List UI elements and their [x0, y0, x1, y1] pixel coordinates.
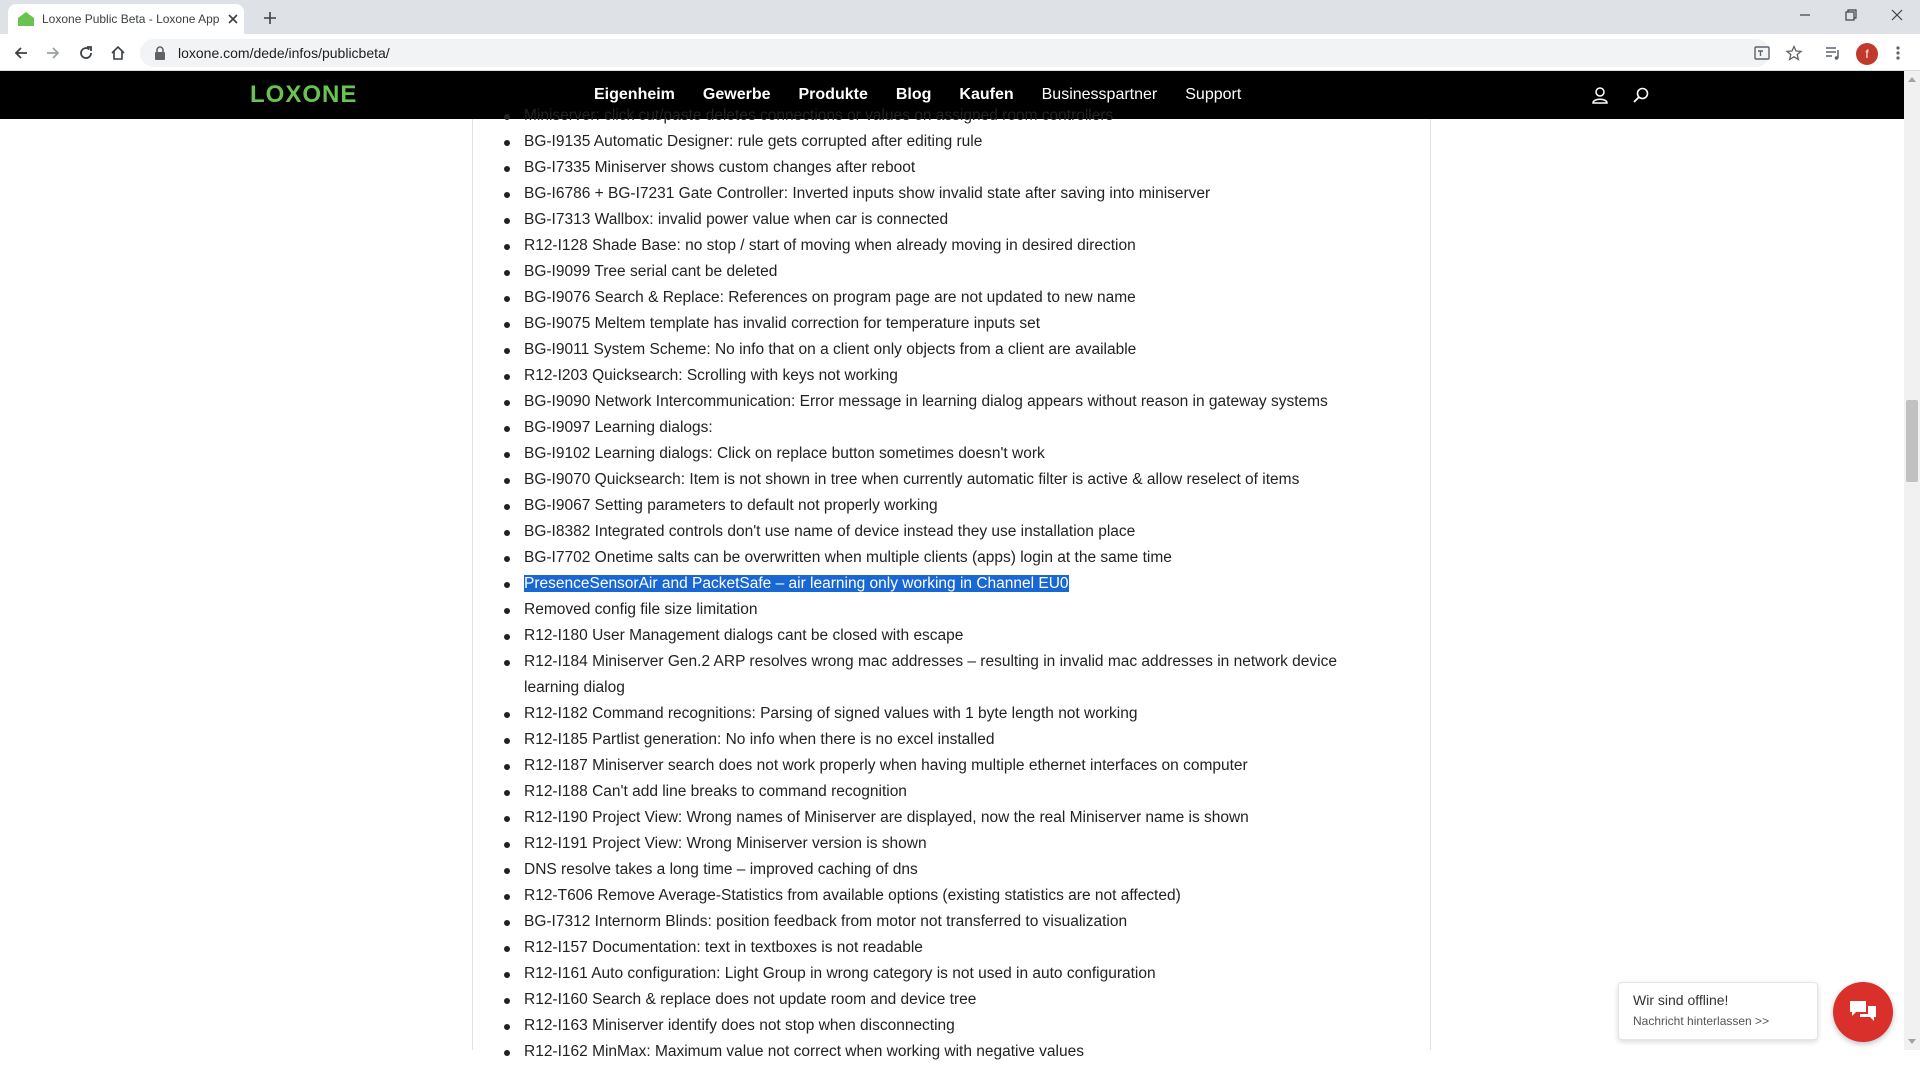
- selected-text[interactable]: PresenceSensorAir and PacketSafe – air learning only working in Channel EU0: [524, 575, 1069, 592]
- back-icon[interactable]: [10, 42, 32, 64]
- list-item: R12-T606 Remove Average-Statistics from available options (existing statistics are not affected): [506, 883, 1386, 909]
- chat-button[interactable]: [1833, 982, 1893, 1042]
- nav-blog[interactable]: Blog: [895, 86, 932, 103]
- leave-message-link[interactable]: Nachricht hinterlassen >>: [1633, 1014, 1770, 1028]
- list-item: R12-I161 Auto configuration: Light Group in wrong category is not used in auto configuration: [506, 961, 1386, 987]
- list-item: BG-I9102 Learning dialogs: Click on replace button sometimes doesn't work: [506, 441, 1386, 467]
- list-item: BG-I9076 Search & Replace: References on program page are not updated to new name: [506, 285, 1386, 311]
- list-item: R12-I163 Miniserver identify does not stop when disconnecting: [506, 1013, 1386, 1039]
- media-control-icon[interactable]: [1822, 42, 1844, 64]
- search-icon[interactable]: [1630, 84, 1652, 106]
- content-left-border: [472, 119, 473, 1050]
- nav-eigenheim[interactable]: Eigenheim: [594, 86, 675, 103]
- list-item: BG-I6786 + BG-I7231 Gate Controller: Inverted inputs show invalid state after saving into miniserver: [506, 181, 1386, 207]
- loxone-favicon-icon: [18, 12, 34, 26]
- list-item: R12-I160 Search & replace does not update room and device tree: [506, 987, 1386, 1013]
- page-content: [0, 107, 1904, 1060]
- list-item: BG-I7702 Onetime salts can be overwritten when multiple clients (apps) login at the same time: [506, 545, 1386, 571]
- list-item: Removed config file size limitation: [506, 597, 1386, 623]
- list-item: DNS resolve takes a long time – improved caching of dns: [506, 857, 1386, 883]
- user-account-icon[interactable]: [1589, 84, 1611, 106]
- chat-bubble-icon: [1848, 999, 1878, 1025]
- tab-title: Loxone Public Beta - Loxone App: [42, 12, 220, 26]
- close-tab-icon[interactable]: [225, 11, 241, 27]
- list-item: BG-I7335 Miniserver shows custom changes after reboot: [506, 155, 1386, 181]
- list-item: BG-I9070 Quicksearch: Item is not shown in tree when currently automatic filter is active & allow reselect of items: [506, 467, 1386, 493]
- nav-gewerbe[interactable]: Gewerbe: [702, 86, 771, 103]
- scroll-up-icon[interactable]: [1904, 72, 1920, 86]
- list-item: BG-I9097 Learning dialogs:: [506, 415, 1386, 441]
- nav-support[interactable]: Support: [1185, 86, 1242, 103]
- reload-icon[interactable]: [75, 42, 97, 64]
- list-item: R12-I182 Command recognitions: Parsing of signed values with 1 byte length not working: [506, 701, 1386, 727]
- browser-tab-bar: [0, 0, 1920, 34]
- nav-kaufen[interactable]: Kaufen: [959, 86, 1014, 103]
- list-item: BG-I9075 Meltem template has invalid correction for temperature inputs set: [506, 311, 1386, 337]
- bookmark-star-icon[interactable]: [1783, 42, 1805, 64]
- list-item: R12-I157 Documentation: text in textboxes is not readable: [506, 935, 1386, 961]
- list-item: R12-I187 Miniserver search does not work properly when having multiple ethernet interfaces on computer: [506, 753, 1386, 779]
- home-icon[interactable]: [107, 42, 129, 64]
- content-right-border: [1430, 119, 1431, 1050]
- list-item: R12-I185 Partlist generation: No info when there is no excel installed: [506, 727, 1386, 753]
- changelog-list: [506, 103, 1386, 1065]
- list-item: BG-I9067 Setting parameters to default not properly working: [506, 493, 1386, 519]
- page-scrollbar[interactable]: [1904, 71, 1920, 1050]
- profile-avatar[interactable]: f: [1856, 43, 1878, 65]
- list-item: BG-I9011 System Scheme: No info that on a client only objects from a client are available: [506, 337, 1386, 363]
- url-text: loxone.com/dede/infos/publicbeta/: [178, 45, 390, 61]
- translate-icon[interactable]: [1751, 42, 1773, 64]
- list-item: BG-I9135 Automatic Designer: rule gets corrupted after editing rule: [506, 129, 1386, 155]
- nav-produkte[interactable]: Produkte: [798, 86, 868, 103]
- scrollbar-thumb[interactable]: [1906, 400, 1918, 482]
- browser-menu-icon[interactable]: [1887, 42, 1909, 64]
- list-item: R12-I203 Quicksearch: Scrolling with keys not working: [506, 363, 1386, 389]
- list-item: BG-I7313 Wallbox: invalid power value when car is connected: [506, 207, 1386, 233]
- list-item-selected: [506, 571, 1386, 597]
- list-item: R12-I188 Can't add line breaks to command recognition: [506, 779, 1386, 805]
- browser-tab[interactable]: [8, 4, 244, 34]
- list-item: R12-I191 Project View: Wrong Miniserver version is shown: [506, 831, 1386, 857]
- list-item: R12-I180 User Management dialogs cant be closed with escape: [506, 623, 1386, 649]
- forward-icon[interactable]: [42, 42, 64, 64]
- lock-icon: [154, 46, 166, 60]
- list-item: R12-I184 Miniserver Gen.2 ARP resolves wrong mac addresses – resulting in invalid mac addresses in network device learning dialog: [506, 649, 1386, 701]
- list-item: BG-I7312 Internorm Blinds: position feedback from motor not transferred to visualization: [506, 909, 1386, 935]
- list-item: BG-I9099 Tree serial cant be deleted: [506, 259, 1386, 285]
- list-item: BG-I8382 Integrated controls don't use name of device instead they use installation place: [506, 519, 1386, 545]
- list-item: R12-I190 Project View: Wrong names of Miniserver are displayed, now the real Miniserver name is shown: [506, 805, 1386, 831]
- list-item: R12-I128 Shade Base: no stop / start of moving when already moving in desired direction: [506, 233, 1386, 259]
- list-item: Miniserver: click cut/paste deletes connections or values on assigned room controllers: [506, 103, 1386, 129]
- address-bar[interactable]: [140, 39, 1770, 67]
- loxone-logo[interactable]: LOXONE: [250, 81, 358, 108]
- browser-toolbar: [0, 34, 1920, 71]
- scroll-down-icon[interactable]: [1904, 1035, 1920, 1049]
- minimize-icon[interactable]: [1782, 0, 1828, 30]
- list-item: R12-I162 MinMax: Maximum value not correct when working with negative values: [506, 1039, 1386, 1065]
- chat-status-text: Wir sind offline!: [1633, 992, 1729, 1008]
- list-item: BG-I9090 Network Intercommunication: Error message in learning dialog appears without reason in gateway systems: [506, 389, 1386, 415]
- new-tab-icon[interactable]: [260, 8, 280, 28]
- chat-offline-box[interactable]: [1618, 982, 1818, 1040]
- nav-businesspartner[interactable]: Businesspartner: [1041, 86, 1158, 103]
- close-window-icon[interactable]: [1874, 0, 1920, 30]
- restore-icon[interactable]: [1828, 0, 1874, 30]
